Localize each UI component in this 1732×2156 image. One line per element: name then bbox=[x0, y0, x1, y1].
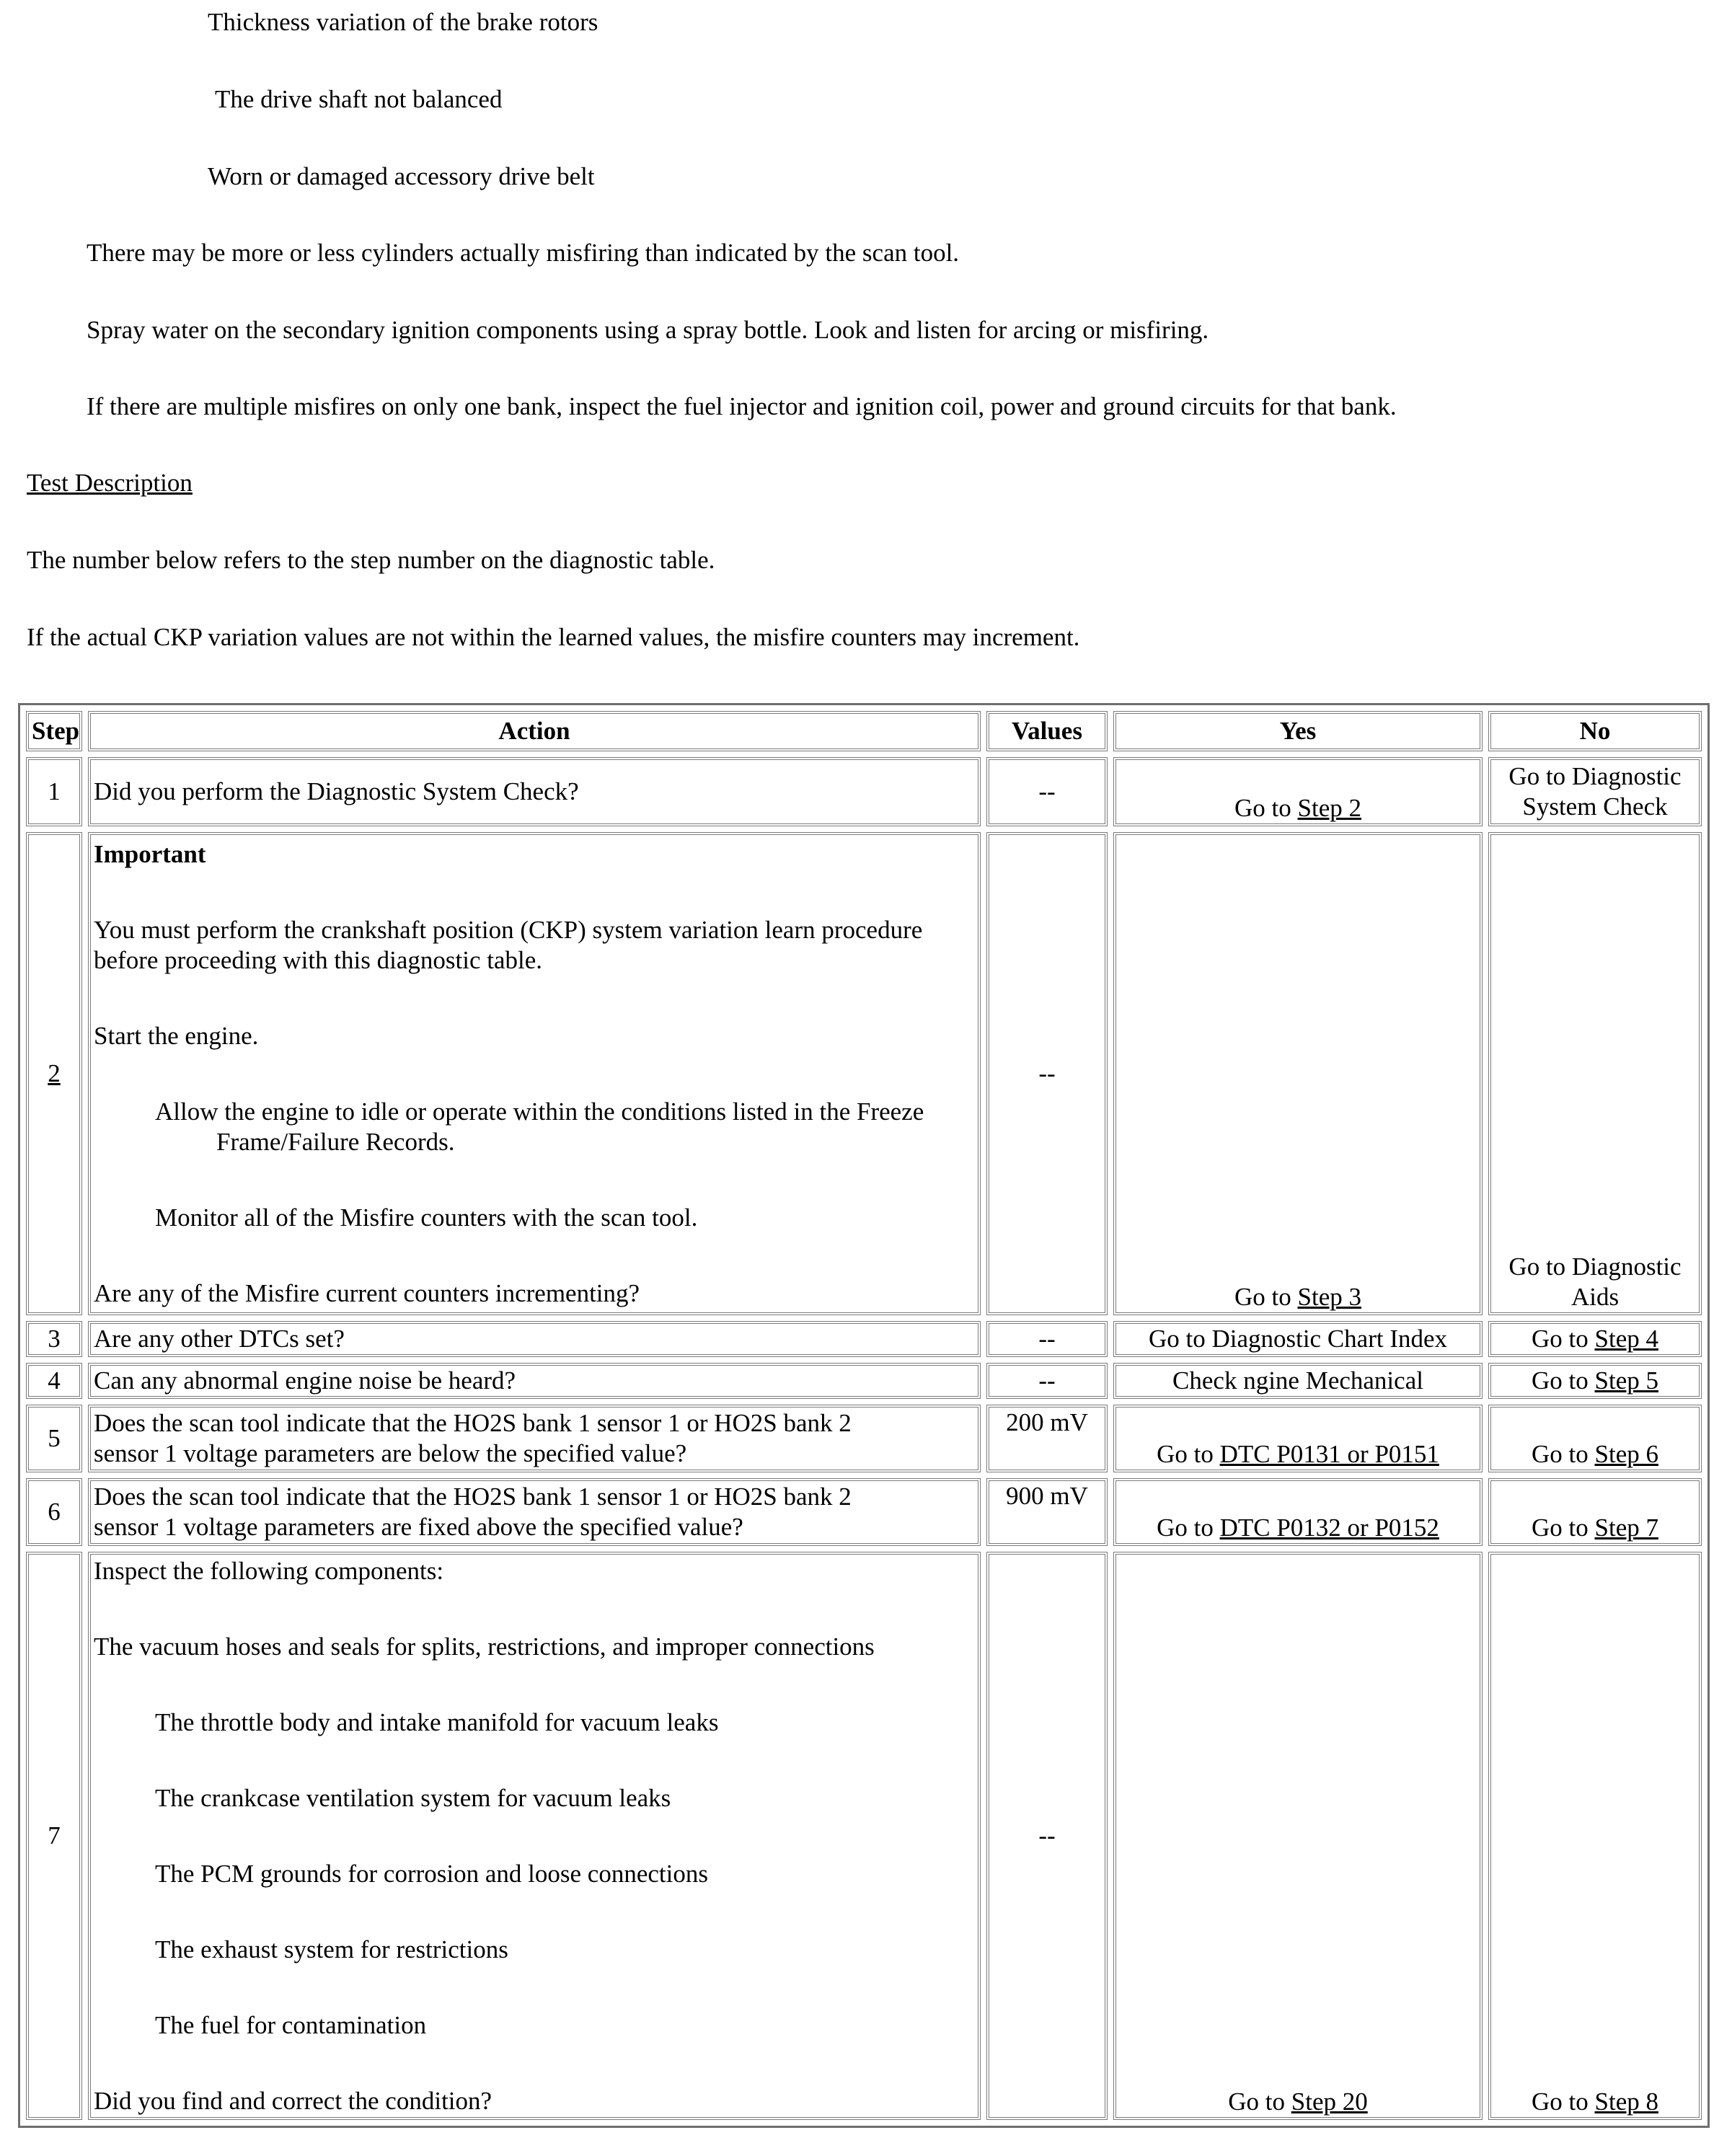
test-description-line2: If the actual CKP variation values are not within the learned values, the misfire counters may increment. bbox=[27, 623, 1080, 651]
go-to-text: Go to bbox=[1532, 1325, 1589, 1353]
action-text: Start the engine. bbox=[94, 1021, 259, 1050]
intro-bullet-drive-belt: Worn or damaged accessory drive belt bbox=[208, 162, 595, 190]
header-no: No bbox=[1488, 711, 1702, 751]
step-number: 6 bbox=[26, 1478, 82, 1546]
table-header-row bbox=[26, 711, 1702, 751]
no-cell bbox=[1488, 832, 1702, 1315]
step-link[interactable]: Step 7 bbox=[1594, 1514, 1658, 1542]
value-cell: -- bbox=[986, 1363, 1108, 1399]
no-cell bbox=[1488, 1363, 1702, 1399]
table-row bbox=[26, 1321, 1702, 1357]
intro-bullet-drive-shaft: The drive shaft not balanced bbox=[215, 85, 503, 113]
action-text: sensor 1 voltage parameters are below the specified value? bbox=[94, 1439, 687, 1467]
table-row bbox=[26, 1363, 1702, 1399]
step-number: 5 bbox=[26, 1405, 82, 1472]
action-text: The PCM grounds for corrosion and loose connections bbox=[155, 1859, 708, 1888]
step-number-link[interactable]: 2 bbox=[26, 832, 82, 1315]
action-text: The crankcase ventilation system for vacuum leaks bbox=[155, 1783, 671, 1812]
action-cell bbox=[88, 757, 981, 826]
table-row bbox=[26, 832, 1702, 1315]
no-cell: Go to Diagnostic System Check bbox=[1488, 757, 1702, 826]
action-question: Did you find and correct the condition? bbox=[94, 2086, 492, 2115]
dtc-link[interactable]: DTC P0132 or P0152 bbox=[1219, 1514, 1439, 1542]
action-question: Are any of the Misfire current counters incrementing? bbox=[94, 1278, 640, 1307]
table-row bbox=[26, 1552, 1702, 2120]
go-to-text: Go to bbox=[1234, 1283, 1291, 1311]
header-step: Step bbox=[26, 711, 82, 751]
action-cell bbox=[88, 1363, 981, 1399]
header-values: Values bbox=[986, 711, 1108, 751]
action-cell bbox=[88, 832, 981, 1315]
action-text: before proceeding with this diagnostic table. bbox=[94, 945, 543, 974]
go-to-text: Go to bbox=[1157, 1514, 1214, 1542]
go-to-text: Go to bbox=[1532, 1514, 1589, 1542]
yes-cell bbox=[1113, 1552, 1483, 2120]
yes-cell bbox=[1113, 1478, 1483, 1546]
action-text: The vacuum hoses and seals for splits, restrictions, and improper connections bbox=[94, 1632, 875, 1661]
no-text: Aids bbox=[1570, 1283, 1620, 1311]
diagnostic-table bbox=[18, 703, 1710, 2128]
yes-cell bbox=[1113, 1405, 1483, 1472]
table-row bbox=[26, 757, 1702, 826]
step-link[interactable]: Step 20 bbox=[1291, 2087, 1368, 2116]
action-cell bbox=[88, 1405, 981, 1472]
yes-cell: Check ngine Mechanical bbox=[1113, 1363, 1483, 1399]
intro-bullet-brake-rotors: Thickness variation of the brake rotors bbox=[208, 8, 598, 36]
no-cell bbox=[1488, 1552, 1702, 2120]
yes-cell bbox=[1113, 757, 1483, 826]
intro-paragraph-multiple-misfires: If there are multiple misfires on only one bank, inspect the fuel injector and ignition coil, power and ground circuits for that bank. bbox=[87, 392, 1397, 420]
no-text: Go to Diagnostic bbox=[1508, 1252, 1682, 1281]
important-label: Important bbox=[94, 839, 206, 868]
header-action: Action bbox=[88, 711, 981, 751]
test-description-heading: Test Description bbox=[27, 469, 193, 497]
action-text: Can any abnormal engine noise be heard? bbox=[94, 1366, 516, 1395]
action-text: The fuel for contamination bbox=[155, 2010, 427, 2039]
header-yes: Yes bbox=[1113, 711, 1483, 751]
value-cell: -- bbox=[986, 757, 1108, 826]
yes-cell: Go to Diagnostic Chart Index bbox=[1113, 1321, 1483, 1357]
action-cell bbox=[88, 1321, 981, 1357]
step-link[interactable]: Step 6 bbox=[1594, 1440, 1658, 1468]
step-link[interactable]: Step 4 bbox=[1594, 1325, 1658, 1353]
value-cell: 200 mV bbox=[986, 1405, 1108, 1472]
step-link[interactable]: Step 5 bbox=[1594, 1366, 1658, 1395]
go-to-text: Go to bbox=[1532, 1440, 1589, 1468]
go-to-text: Go to bbox=[1157, 1440, 1214, 1468]
value-cell: -- bbox=[986, 832, 1108, 1315]
action-text: You must perform the crankshaft position (CKP) system variation learn procedure bbox=[94, 915, 923, 944]
intro-paragraph-spray-water: Spray water on the secondary ignition components using a spray bottle. Look and listen for arcing or misfiring. bbox=[87, 316, 1209, 344]
no-cell bbox=[1488, 1321, 1702, 1357]
dtc-link[interactable]: DTC P0131 or P0151 bbox=[1219, 1440, 1439, 1468]
step-number: 1 bbox=[26, 757, 82, 826]
action-text: Are any other DTCs set? bbox=[94, 1325, 345, 1353]
value-cell: 900 mV bbox=[986, 1478, 1108, 1546]
go-to-text: Go to bbox=[1532, 2087, 1589, 2116]
no-cell bbox=[1488, 1405, 1702, 1472]
action-text: sensor 1 voltage parameters are fixed above the specified value? bbox=[94, 1513, 743, 1541]
step-link[interactable]: Step 3 bbox=[1297, 1283, 1361, 1311]
action-cell bbox=[88, 1478, 981, 1546]
action-text: Inspect the following components: bbox=[94, 1556, 444, 1585]
action-text: The throttle body and intake manifold for vacuum leaks bbox=[155, 1707, 719, 1736]
action-text: Does the scan tool indicate that the HO2S bank 1 sensor 1 or HO2S bank 2 bbox=[94, 1409, 852, 1437]
action-text: Frame/Failure Records. bbox=[216, 1127, 455, 1156]
action-text: The exhaust system for restrictions bbox=[155, 1935, 508, 1963]
value-cell: -- bbox=[986, 1552, 1108, 2120]
no-cell bbox=[1488, 1478, 1702, 1546]
step-number: 3 bbox=[26, 1321, 82, 1357]
action-text: Did you perform the Diagnostic System Check? bbox=[94, 777, 579, 805]
action-text: Monitor all of the Misfire counters with the scan tool. bbox=[155, 1203, 698, 1232]
go-to-text: Go to bbox=[1228, 2087, 1285, 2116]
action-text: Allow the engine to idle or operate within the conditions listed in the Freeze bbox=[155, 1097, 924, 1126]
test-description-line1: The number below refers to the step number on the diagnostic table. bbox=[27, 546, 715, 574]
go-to-text: Go to bbox=[1234, 794, 1291, 822]
table-row bbox=[26, 1405, 1702, 1472]
step-number: 4 bbox=[26, 1363, 82, 1399]
step-number: 7 bbox=[26, 1552, 82, 2120]
go-to-text: Go to bbox=[1532, 1366, 1589, 1395]
step-link[interactable]: Step 8 bbox=[1594, 2087, 1658, 2116]
value-cell: -- bbox=[986, 1321, 1108, 1357]
intro-paragraph-cylinders: There may be more or less cylinders actually misfiring than indicated by the scan tool. bbox=[87, 239, 960, 267]
step-link[interactable]: Step 2 bbox=[1297, 794, 1361, 822]
action-text: Does the scan tool indicate that the HO2S bank 1 sensor 1 or HO2S bank 2 bbox=[94, 1483, 852, 1511]
action-cell bbox=[88, 1552, 981, 2120]
table-row bbox=[26, 1478, 1702, 1546]
yes-cell bbox=[1113, 832, 1483, 1315]
